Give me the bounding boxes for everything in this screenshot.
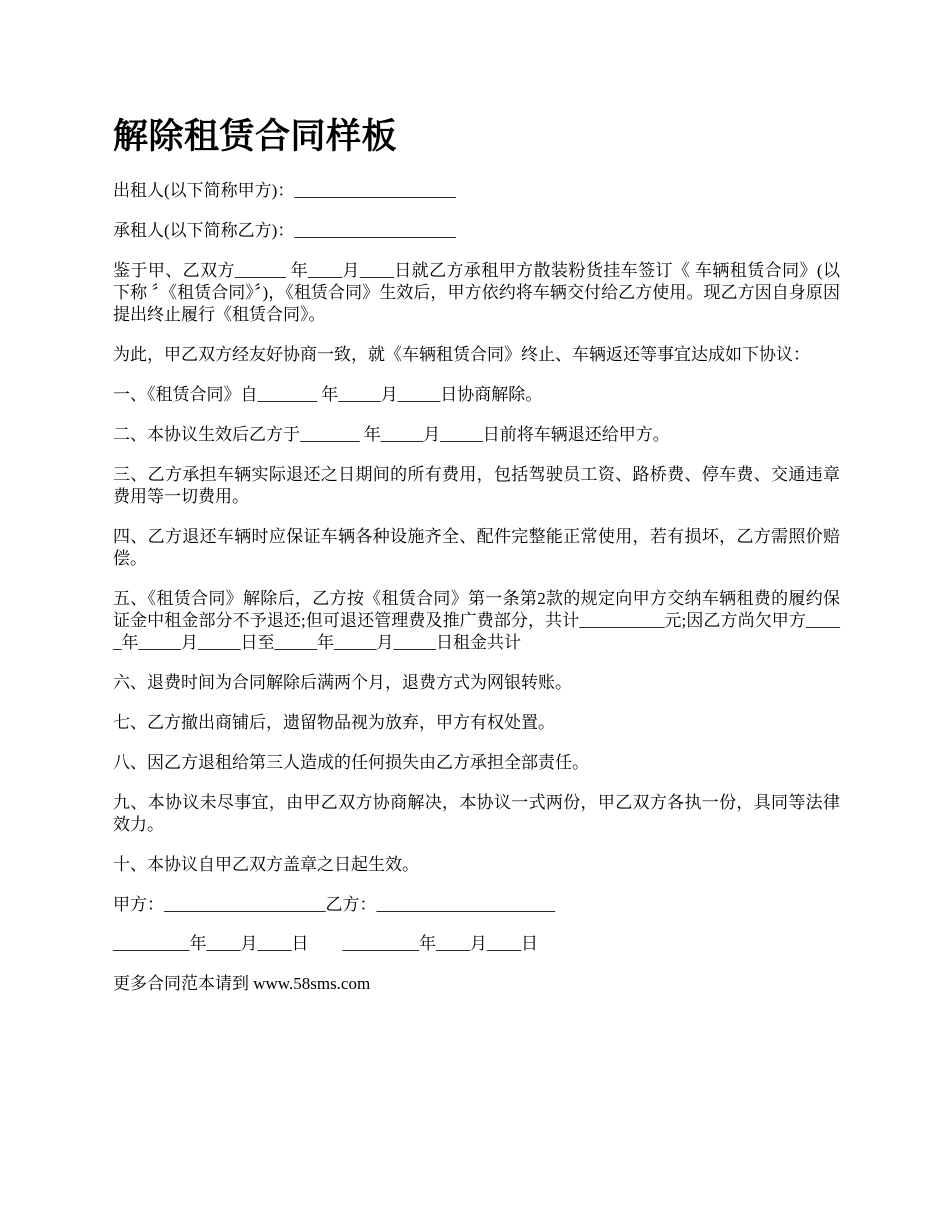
clause-7: 七、乙方撤出商铺后，遗留物品视为放弃，甲方有权处置。 [113,713,555,732]
clause-4: 四、乙方退还车辆时应保证车辆各种设施齐全、配件完整能正常使用，若有损坏，乙方需照价赔偿。 [113,527,840,568]
footer-link-text: 更多合同范本请到 www.58sms.com [113,974,371,993]
agreement-intro-paragraph: 为此，甲乙双方经友好协商一致，就《车辆租赁合同》终止、车辆返还等事宜达成如下协议： [113,345,810,364]
recital-paragraph: 鉴于甲、乙双方______ 年____月____日就乙方承租甲方散装粉货挂车签订《 车辆租赁合同》(以下称 〞《租赁合同》〞)，《租赁合同》生效后，甲方依约将车辆交付给乙方使用。现乙方因自身原因提出终止履行《租赁合同》。 [113,261,840,324]
signature-dates-line: _________年____月____日 _________年____月____日 [113,934,538,953]
clause-8: 八、因乙方退租给第三人造成的任何损失由乙方承担全部责任。 [113,753,589,772]
document-body [113,112,840,1013]
clause-6: 六、退费时间为合同解除后满两个月，退费方式为网银转账。 [113,673,572,692]
signature-parties-line: 甲方：___________________乙方：_____________________ [113,895,555,914]
clause-9: 九、本协议未尽事宜，由甲乙双方协商解决，本协议一式两份，甲乙双方各执一份，具同等法律效力。 [113,793,840,834]
clause-5: 五、《租赁合同》解除后，乙方按《租赁合同》第一条第2款的规定向甲方交纳车辆租费的履约保证金中租金部分不予退还;但可退还管理费及推广费部分，共计__________元;因乙方尚欠甲方_____年_____月_____日至_____年_____月_____日租金共计 [113,589,840,652]
lessee-line: 承租人(以下简称乙方)：___________________ [113,221,456,240]
clause-2: 二、本协议生效后乙方于_______ 年_____月_____日前将车辆退还给甲方。 [113,425,670,444]
lessor-line: 出租人(以下简称甲方)：___________________ [113,181,456,200]
clause-10: 十、本协议自甲乙双方盖章之日起生效。 [113,855,419,874]
clause-1: 一、《租赁合同》自_______ 年_____月_____日协商解除。 [113,385,543,404]
document-title: 解除租赁合同样板 [113,117,398,156]
clause-3: 三、乙方承担车辆实际退还之日期间的所有费用，包括驾驶员工资、路桥费、停车费、交通违章费用等一切费用。 [113,465,840,506]
